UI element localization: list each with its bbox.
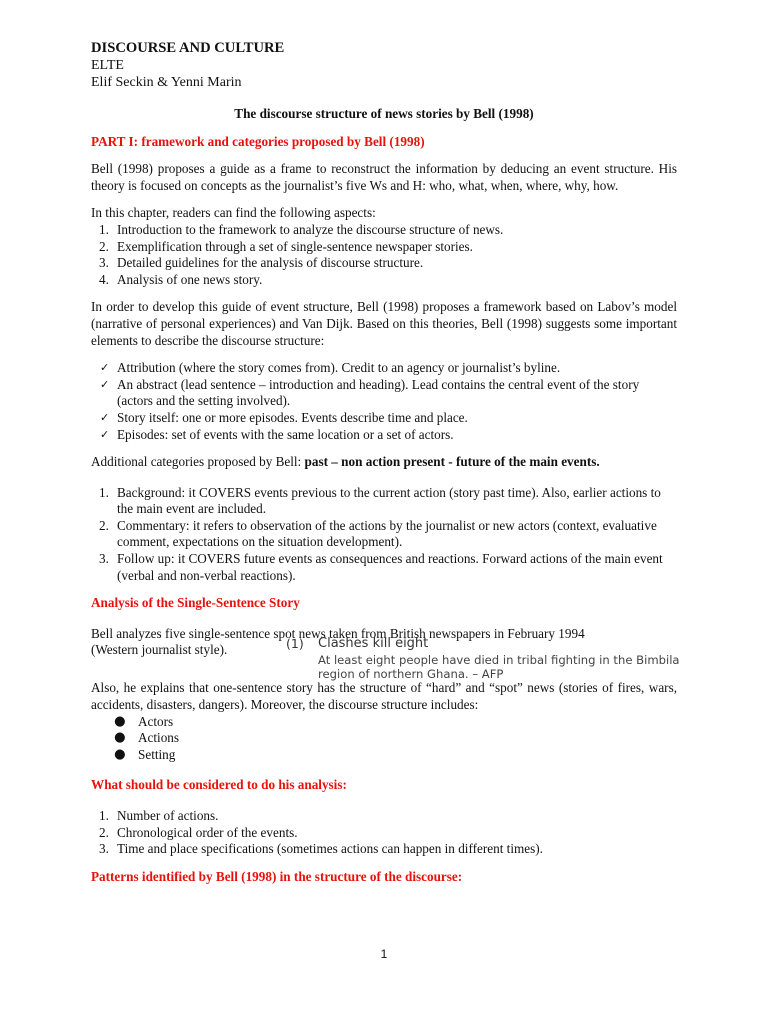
single-sentence-intro-line1: Bell analyzes five single-sentence spot news taken from British newspapers in February 1994 [91,625,585,641]
list-item: 1. Introduction to the framework to analyze the discourse structure of news. [99,221,504,237]
includes-list [91,714,677,764]
list-item: 2. Chronological order of the events. [99,824,298,840]
example-block [91,636,680,682]
checkmark-icon: ✓ [100,410,110,424]
bullet-icon: ● [114,713,126,729]
institution: ELTE [91,58,124,73]
list-item: 2. Commentary: it refers to observation of the actions by the journalist or new actors (context, evaluative comment, expectations on the situation development). [99,517,657,550]
single-sentence-heading: Analysis of the Single-Sentence Story [91,595,300,611]
aspects-list [91,222,677,288]
example-number: (1) [286,636,304,652]
checkmark-icon: ✓ [100,427,110,441]
additional-categories: Additional categories proposed by Bell: past – non action present - future of the main events. [91,454,600,470]
bullet-icon: ● [114,746,126,762]
page-number: 1 [380,947,388,961]
structure-paragraph: Also, he explains that one-sentence story has the structure of “hard” and “spot” news (stories of fires, wars, accidents, disasters, dangers). Moreover, the discourse structure includes: [91,680,677,713]
part1-intro: Bell (1998) proposes a guide as a frame to reconstruct the information by deducing an event structure. His theory is focused on concepts as the journalist’s five Ws and H: who, what, when, where, why, how. [91,161,677,193]
course-title: DISCOURSE AND CULTURE [91,40,285,56]
elements-checklist [91,360,677,443]
list-item: ● Setting [114,746,176,762]
chapter-intro: In this chapter, readers can find the following aspects: [91,205,376,221]
list-item: ✓ Episodes: set of events with the same location or a set of actors. [100,426,454,442]
list-item: 3. Follow up: it COVERS future events as consequences and reactions. Forward actions of the main event (verbal and non-verbal reactions). [99,551,663,583]
analysis-list [91,808,677,858]
patterns-heading: Patterns identified by Bell (1998) in the structure of the discourse: [91,868,463,884]
example-body: At least eight people have died in tribal fighting in the Bimbila region of northern Ghana. – AFP [318,653,680,682]
list-item: 2. Exemplification through a set of single-sentence newspaper stories. [99,238,473,254]
single-sentence-intro-line2: (Western journalist style). [91,642,228,658]
document-title: The discourse structure of news stories by Bell (1998) [234,106,534,121]
part1-heading: PART I: framework and categories proposed by Bell (1998) [91,133,425,149]
bullet-icon: ● [114,730,126,746]
list-item: 3. Time and place specifications (sometimes actions can happen in different times). [99,841,543,857]
checkmark-icon: ✓ [100,377,110,391]
list-item: 1. Number of actions. [99,808,219,823]
list-item: ✓ Attribution (where the story comes from). Credit to an agency or journalist’s byline. [100,360,561,376]
categories-list [91,485,677,585]
framework-paragraph: In order to develop this guide of event structure, Bell (1998) proposes a framework based on Labov’s model (narrative of personal experiences) and Van Dijk. Based on this theories, Bell (1998) suggests some important elements to describe the discourse structure: [91,299,677,348]
example-headline: Clashes kill eight [318,636,429,652]
document-page [91,40,680,885]
analysis-heading: What should be considered to do his analysis: [91,777,347,793]
checkmark-icon: ✓ [100,361,110,375]
list-item: 4. Analysis of one news story. [99,271,263,287]
list-item: ● Actors [114,713,174,729]
list-item: 3. Detailed guidelines for the analysis of discourse structure. [99,255,424,271]
list-item: ✓ Story itself: one or more episodes. Events describe time and place. [100,409,468,425]
list-item: ✓ An abstract (lead sentence – introduction and heading). Lead contains the central event of the story (actors and the setting involved). [100,376,640,409]
list-item: 1. Background: it COVERS events previous to the current action (story past time). Also, earlier actions to the main event are included. [99,484,661,517]
list-item: ● Actions [114,730,180,746]
authors: Elif Seckin & Yenni Marin [91,75,242,90]
